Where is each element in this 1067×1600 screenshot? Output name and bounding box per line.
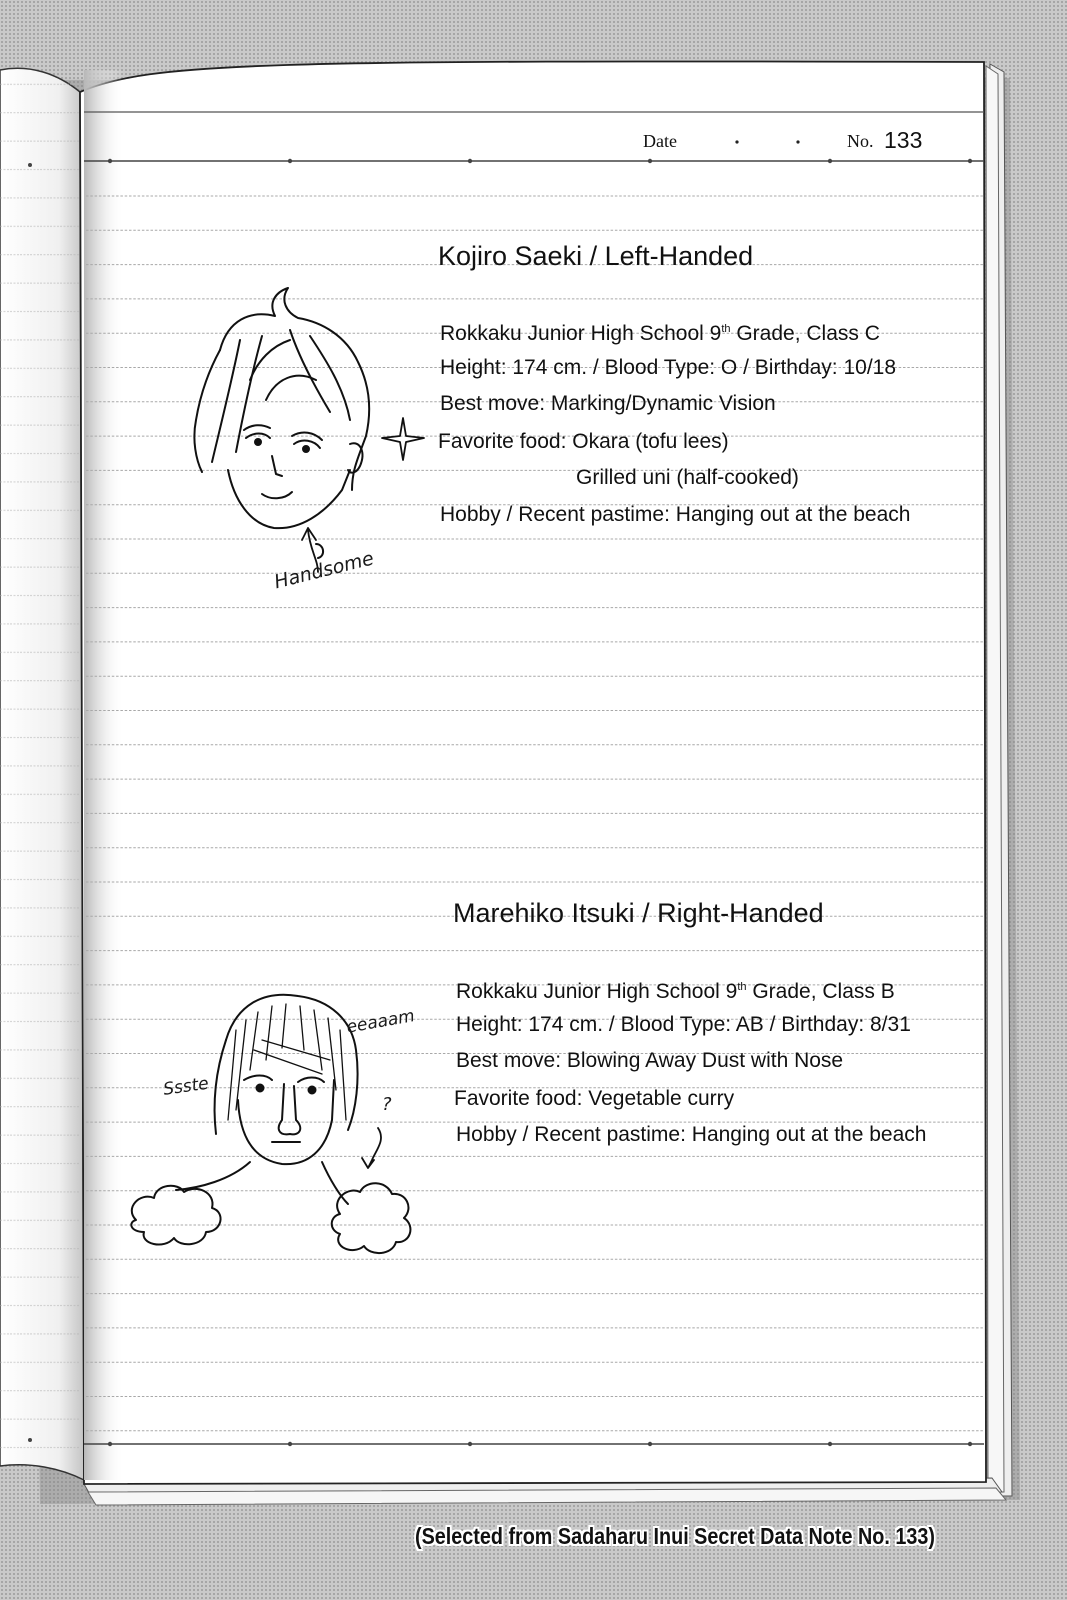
sketch-note: ? bbox=[382, 1094, 392, 1115]
profile-school: Rokkaku Junior High School 9th Grade, Class B bbox=[456, 980, 895, 1003]
profile-best-move: Best move: Blowing Away Dust with Nose bbox=[456, 1049, 844, 1072]
date-label: Date bbox=[643, 131, 677, 151]
number-label: No. bbox=[847, 131, 874, 151]
profile-favorite-food: Favorite food: Okara (tofu lees) bbox=[438, 430, 729, 453]
profile-hobby: Hobby / Recent pastime: Hanging out at the beach bbox=[440, 503, 911, 526]
profile-stats: Height: 174 cm. / Blood Type: O / Birthday: 10/18 bbox=[440, 356, 897, 379]
profile-school: Rokkaku Junior High School 9th Grade, Class C bbox=[440, 322, 880, 345]
page-number: 133 bbox=[884, 127, 923, 153]
sketch-note: eeaaam bbox=[345, 1006, 417, 1038]
sketch-note: Ssste bbox=[162, 1073, 210, 1100]
profile-hobby: Hobby / Recent pastime: Hanging out at the beach bbox=[456, 1123, 927, 1146]
profile-title: Marehiko Itsuki / Right-Handed bbox=[453, 898, 824, 928]
profile-favorite-food-2: Grilled uni (half-cooked) bbox=[576, 466, 799, 489]
profile-best-move: Best move: Marking/Dynamic Vision bbox=[440, 392, 776, 415]
profile-stats: Height: 174 cm. / Blood Type: AB / Birthday: 8/31 bbox=[456, 1013, 911, 1036]
profile-title: Kojiro Saeki / Left-Handed bbox=[438, 241, 754, 271]
sketch-note: Handsome bbox=[272, 547, 377, 594]
profile-favorite-food: Favorite food: Vegetable curry bbox=[454, 1087, 735, 1110]
caption: (Selected from Sadaharu Inui Secret Data Note No. 133) bbox=[415, 1523, 935, 1549]
